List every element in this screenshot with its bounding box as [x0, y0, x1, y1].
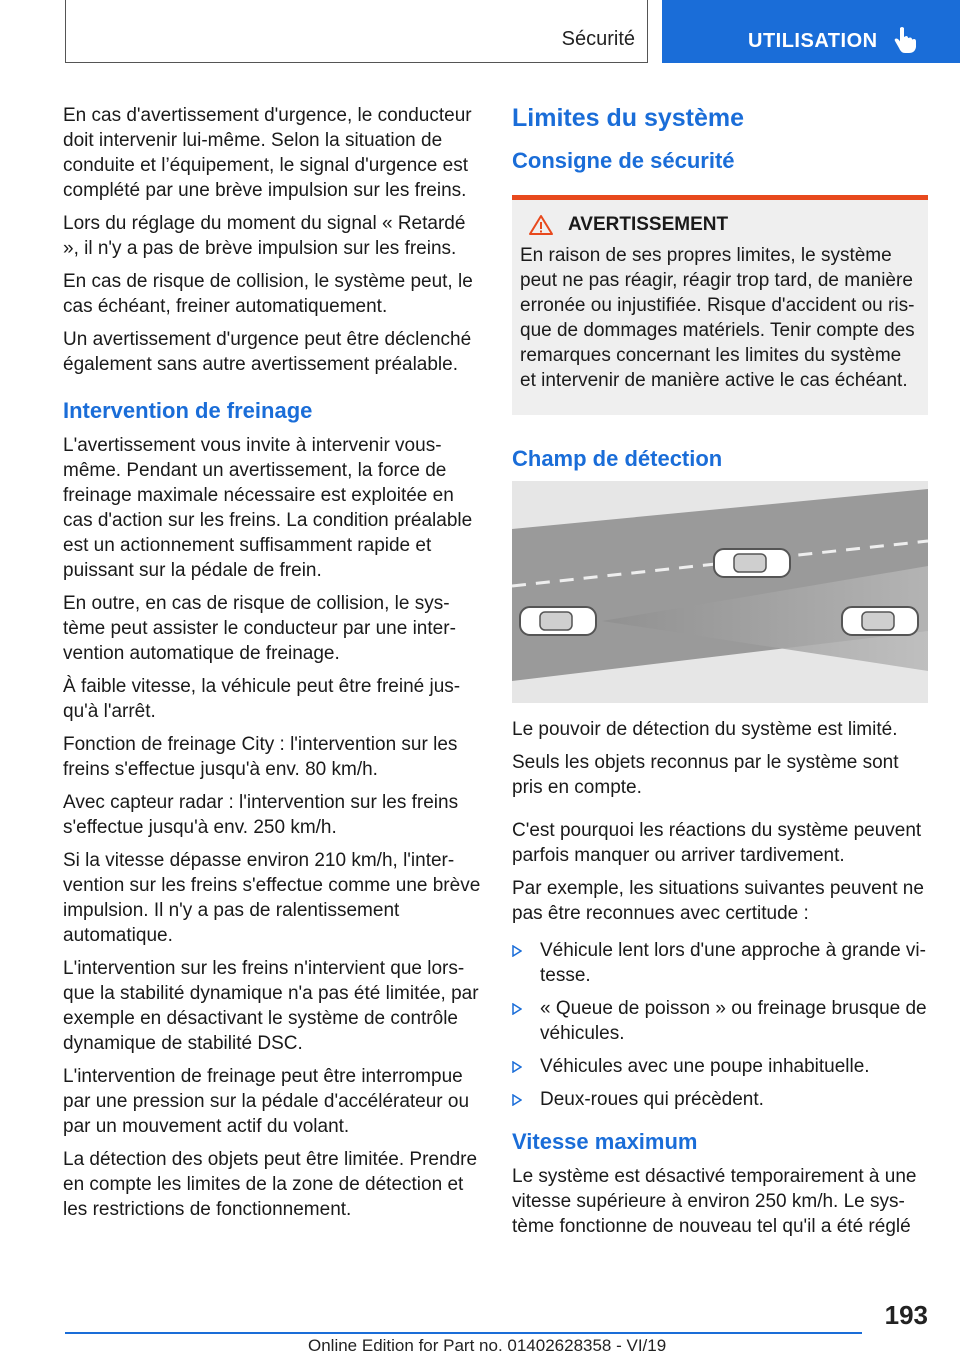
paragraph: La détection des objets peut être limitée. Prendre en compte les limites de la zone de détection et les restrictions de fonctionnement. — [63, 1149, 478, 1220]
paragraph: En outre, en cas de risque de collision, le système peut assister le conducteur par une intervention automatique de freinage. — [63, 593, 456, 664]
paragraph: Si la vitesse dépasse environ 210 km/h, l'intervention sur les freins s'effectue comme une brève impulsion. Il n'y a pas de ralentissement automatique. — [63, 850, 481, 946]
list-item: Véhicules avec une poupe inhabituelle. — [512, 1054, 928, 1079]
list-item: « Queue de poisson » ou freinage brusque de véhicules. — [512, 996, 928, 1046]
paragraph: C'est pourquoi les réactions du système peuvent parfois manquer ou arriver tardivement. — [512, 820, 922, 866]
car-ahead-same-lane — [842, 607, 918, 635]
paragraph: Le pouvoir de détection du système est limité. — [512, 719, 898, 740]
tab-label: UTILISATION — [748, 30, 878, 52]
situation-list — [512, 938, 928, 1112]
triangle-bullet-icon — [512, 1061, 522, 1073]
paragraph: Par exemple, les situations suivantes peuvent ne pas être reconnues avec certitude : — [512, 878, 924, 924]
triangle-bullet-icon — [512, 1003, 522, 1015]
right-column — [512, 103, 928, 1247]
footer-edition: Online Edition for Part no. 01402628358 - VI/19 — [308, 1336, 667, 1355]
detection-field-diagram — [512, 481, 928, 703]
header-frame — [65, 0, 648, 63]
paragraph: L'intervention sur les freins n'intervient que lorsque la stabilité dynamique n'a pas été limitée, par exemple en désactivant le système de contrôle dynamique de stabilité DSC. — [63, 958, 479, 1054]
heading-limites: Limites du système — [512, 104, 745, 132]
paragraph: Lors du réglage du moment du signal « Retardé », il n'y a pas de brève impulsion sur les freins. — [63, 213, 466, 259]
left-column — [63, 103, 483, 1230]
triangle-bullet-icon — [512, 1094, 522, 1106]
paragraph: Seuls les objets reconnus par le système sont pris en compte. — [512, 752, 899, 798]
car-ahead-lane — [714, 549, 790, 577]
heading-champ: Champ de détection — [512, 446, 723, 471]
paragraph: L'avertissement vous invite à intervenir vous-même. Pendant un avertissement, la force de freinage maximale nécessaire est exploitée en cas d'action sur les freins. La condition préalable est un actionnement suffisamment rapide et puissant sur la pédale de frein. — [63, 435, 473, 581]
page-number: 193 — [884, 1300, 928, 1330]
warning-triangle-icon — [528, 214, 554, 236]
car-ego — [520, 607, 596, 635]
paragraph: Avec capteur radar : l'intervention sur les freins s'effectue jusqu'à env. 250 km/h. — [63, 792, 459, 838]
paragraph: Le système est désactivé temporairement à une vitesse supérieure à environ 250 km/h. Le système fonctionne de nouveau tel qu'il a été réglé — [512, 1166, 917, 1237]
warning-body: En raison de ses propres limites, le système peut ne pas réagir, réagir trop tard, de manière erronée ou injustifiée. Risque d'accident ou risque de dommages matériels. Tenir compte des remarques concernant les limites du système et intervenir de manière active le cas échéant. — [520, 245, 915, 391]
footer-divider — [65, 1332, 862, 1334]
paragraph: En cas d'avertissement d'urgence, le conducteur doit intervenir lui-même. Selon la situation de conduite et l’équipement, le signal d'urgence est complété par une brève impulsion sur les freins. — [63, 105, 472, 201]
paragraph: En cas de risque de collision, le système peut, le cas échéant, freiner automatiquement. — [63, 271, 473, 317]
list-item: Deux-roues qui précèdent. — [512, 1087, 928, 1112]
warning-title — [520, 212, 920, 237]
paragraph: Un avertissement d'urgence peut être déclenché également sans autre avertissement préalable. — [63, 329, 472, 375]
heading-consigne: Consigne de sécurité — [512, 148, 735, 173]
list-item: Véhicule lent lors d'une approche à grande vitesse. — [512, 938, 928, 988]
paragraph: Fonction de freinage City : l'intervention sur les freins s'effectue jusqu'à env. 80 km/h. — [63, 734, 458, 780]
heading-intervention: Intervention de freinage — [63, 398, 313, 423]
heading-vitesse: Vitesse maximum — [512, 1129, 698, 1154]
section-title: Sécurité — [561, 28, 635, 50]
tab-utilisation[interactable] — [662, 0, 960, 63]
warning-title-text: AVERTISSEMENT — [568, 214, 729, 235]
paragraph: L'intervention de freinage peut être interrompue par une pression sur la pédale d'accélérateur ou par un mouvement actif du volant. — [63, 1066, 470, 1137]
warning-box — [512, 195, 928, 415]
hand-pointer-icon — [894, 26, 918, 54]
triangle-bullet-icon — [512, 945, 522, 957]
paragraph: À faible vitesse, la véhicule peut être freiné jusqu'à l'arrêt. — [63, 676, 461, 722]
